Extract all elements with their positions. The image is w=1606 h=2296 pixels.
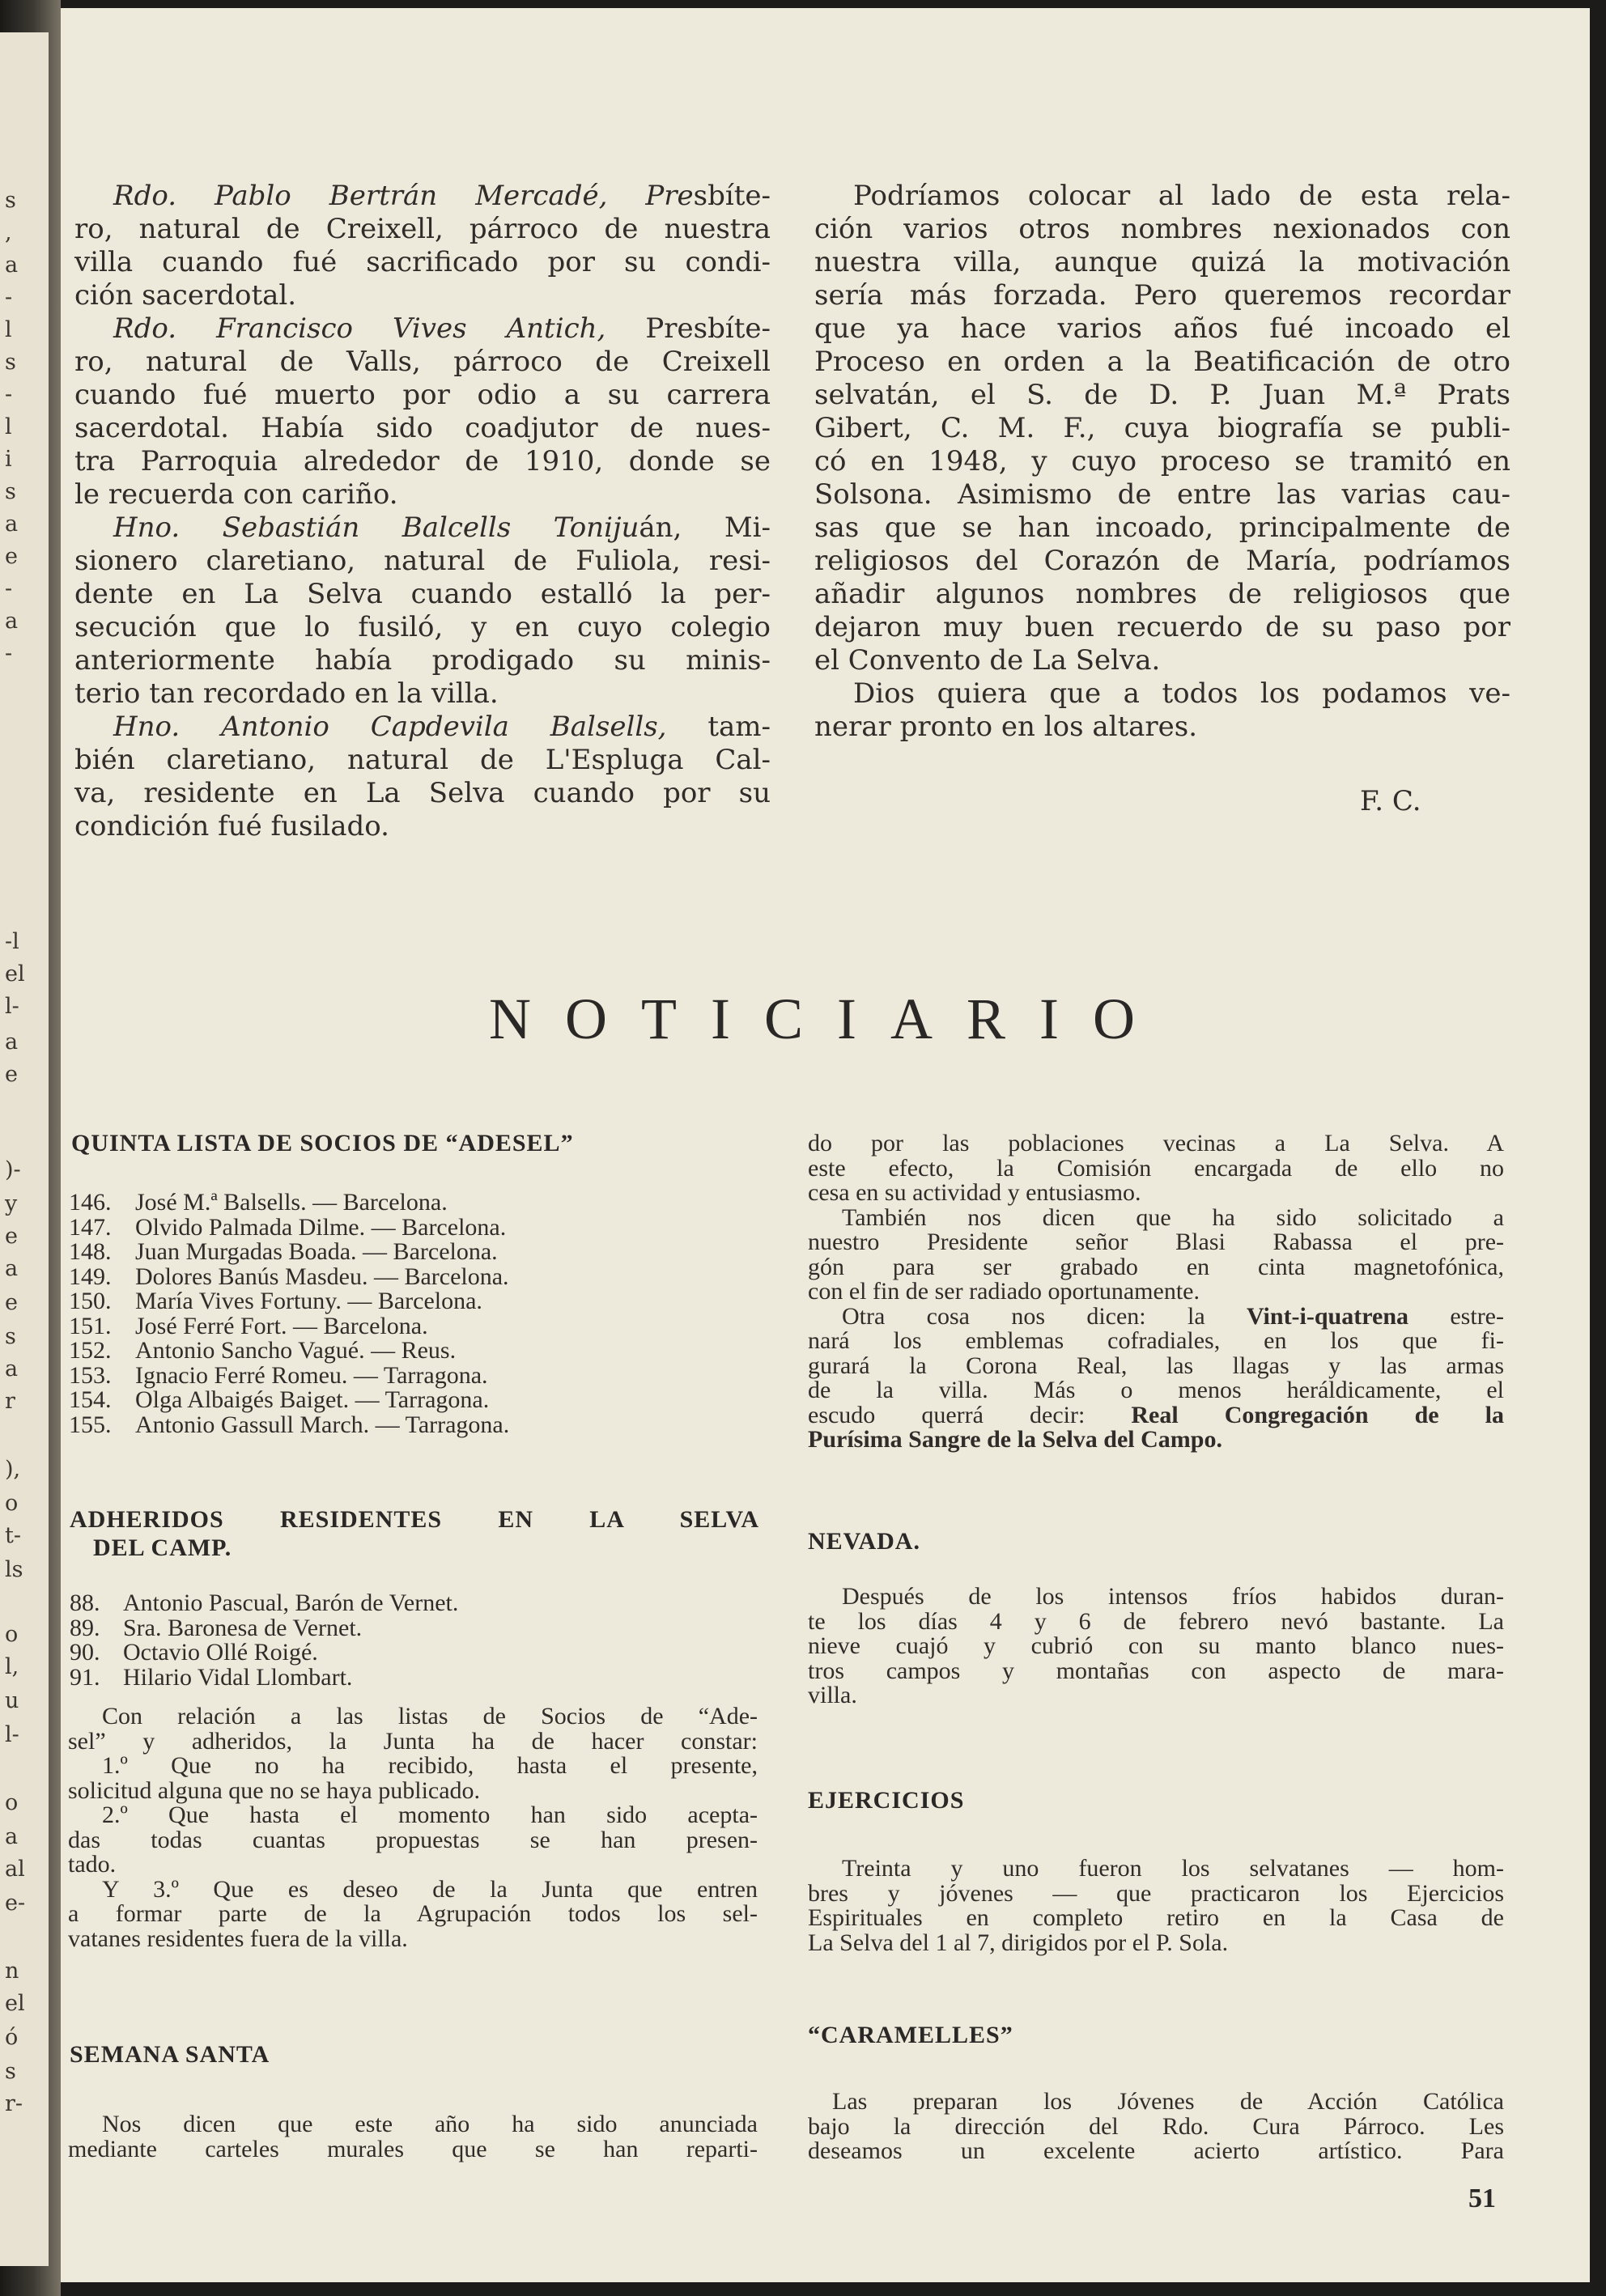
facing-page-text-fragment: a	[5, 253, 19, 278]
paragraph-line: cesa en su actividad y entusiasmo.	[808, 1179, 1141, 1206]
signature: F. C.	[1360, 785, 1421, 817]
facing-page-text-fragment: s	[5, 350, 16, 375]
paragraph-line: a formar parte de la Agrupación todos los sel-	[68, 1900, 758, 1927]
facing-page-text-fragment: l-	[5, 994, 19, 1019]
paragraph-line: dejaron muy buen recuerdo de su paso por	[814, 611, 1510, 643]
list-item	[69, 1190, 716, 1216]
right-continuation	[808, 1131, 1504, 1453]
facing-page-text-fragment: ó	[5, 2025, 19, 2050]
facing-page-text-fragment: )-	[5, 1157, 21, 1182]
facing-page-text-fragment: -	[5, 382, 13, 407]
facing-page-text-fragment: n	[5, 1959, 19, 1984]
list-item	[69, 1289, 716, 1314]
facing-page-text-fragment: -	[5, 576, 13, 601]
paragraph-line: gurará la Corona Real, las llagas y las armas	[808, 1352, 1504, 1379]
nevada-heading: NEVADA.	[808, 1528, 920, 1555]
facing-page-text-fragment: o	[5, 1790, 19, 1815]
facing-page-text-fragment: e	[5, 1290, 18, 1315]
page-number: 51	[1468, 2184, 1496, 2213]
paragraph-line: 2.º Que hasta el momento han sido acepta-	[102, 1802, 758, 1828]
list-item	[69, 1361, 716, 1389]
paragraph-line: terio tan recordado en la villa.	[74, 677, 499, 710]
paragraph-line: de la villa. Más o menos heráldicamente, el	[808, 1377, 1504, 1403]
list-item	[69, 1314, 716, 1339]
ejercicios-heading: EJERCICIOS	[808, 1787, 965, 1814]
paragraph-line: Dios quiera que a todos los podamos ve-	[853, 677, 1510, 710]
list-item-number: 148.	[69, 1238, 112, 1265]
paragraph-line: este efecto, la Comisión encargada de ello no	[808, 1154, 1504, 1182]
socios-heading: QUINTA LISTA DE SOCIOS DE “ADESEL”	[71, 1130, 574, 1156]
list-item-text: Olga Albaigés Baiget. — Tarragona.	[135, 1386, 490, 1413]
facing-page-text-fragment: s	[5, 1324, 16, 1349]
paragraph-line: dente en La Selva cuando estalló la per-	[74, 578, 771, 610]
paragraph-line: anteriormente había prodigado su minis-	[74, 644, 771, 677]
semana-santa-body	[68, 2112, 758, 2162]
paragraph-line: das todas cuantas propuestas se han presen-	[68, 1826, 758, 1853]
paragraph-line: deseamos un excelente acierto artístico. Para	[808, 2137, 1504, 2164]
facing-page-text-fragment: el	[5, 961, 25, 987]
facing-page-text-fragment: e-	[5, 1891, 26, 1916]
list-item-text: Juan Murgadas Boada. — Barcelona.	[135, 1238, 498, 1265]
facing-page-text-fragment: ,	[5, 220, 12, 245]
list-item	[69, 1413, 716, 1438]
facing-page-text-fragment: el	[5, 1991, 25, 2016]
paragraph-line: nieve cuajó y cubrió con su manto blanco nues-	[808, 1632, 1504, 1659]
list-item-number: 149.	[69, 1263, 112, 1290]
paragraph-line: Purísima Sangre de la Selva del Campo.	[808, 1426, 1222, 1453]
paragraph-line: sacerdotal. Había sido coadjutor de nues-	[74, 412, 771, 444]
list-item-number: 90.	[70, 1639, 100, 1666]
facing-page-text-fragment: e	[5, 544, 18, 569]
paragraph-line: Después de los intensos fríos habidos duran-	[842, 1583, 1504, 1610]
paragraph-line: 1.º Que no ha recibido, hasta el presente,	[102, 1752, 758, 1779]
paragraph-line: Solsona. Asimismo de entre las varias cau-	[814, 478, 1510, 511]
paragraph-line: Hno. Sebastián Balcells Tonijuán, Mi-	[113, 511, 771, 544]
paragraph-line: Rdo. Pablo Bertrán Mercadé, Presbíte-	[113, 180, 771, 212]
paragraph-line: el Convento de La Selva.	[814, 644, 1161, 677]
facing-page-text-fragment: r	[5, 1389, 15, 1414]
facing-page-text-fragment: a	[5, 511, 19, 537]
paragraph-line: condición fué fusilado.	[74, 810, 389, 842]
paragraph-line: tra Parroquia alrededor de 1910, donde se	[74, 445, 771, 477]
paragraph-line: ción varios otros nombres nexionados con	[814, 213, 1510, 245]
list-item-number: 146.	[69, 1189, 112, 1216]
paragraph-line: La Selva del 1 al 7, dirigidos por el P. Sola.	[808, 1929, 1229, 1956]
list-item	[69, 1213, 716, 1241]
adheridos-body	[68, 1704, 758, 1951]
list-item-text: Ignacio Ferré Romeu. — Tarragona.	[135, 1361, 488, 1389]
paragraph-line: Espirituales en completo retiro en la Casa de	[808, 1904, 1504, 1931]
list-item-text: Antonio Sancho Vagué. — Reus.	[135, 1337, 457, 1364]
list-item-number: 153.	[69, 1361, 112, 1389]
list-item	[70, 1663, 717, 1691]
paragraph-line: añadir algunos nombres de religiosos que	[814, 578, 1510, 610]
facing-page-text-fragment: o	[5, 1491, 19, 1516]
paragraph-line: va, residente en La Selva cuando por su	[74, 777, 771, 809]
paragraph-line: También nos dicen que ha sido solicitado a	[842, 1203, 1504, 1231]
list-item	[69, 1388, 716, 1413]
list-item	[69, 1339, 716, 1364]
paragraph-line: do por las poblaciones vecinas a La Selva. A	[808, 1130, 1504, 1156]
paragraph-line: sería más forzada. Pero queremos recordar	[814, 279, 1510, 312]
paragraph-line: selvatán, el S. de D. P. Juan M.ª Prats	[814, 379, 1510, 411]
paragraph-line: Treinta y uno fueron los selvatanes — hom-	[842, 1855, 1504, 1882]
ejercicios-body	[808, 1857, 1504, 1955]
paragraph-line: religiosos del Corazón de María, podríamos	[814, 545, 1510, 577]
adheridos-heading-2: DEL CAMP.	[93, 1534, 232, 1561]
paragraph-line: Las preparan los Jóvenes de Acción Católica	[832, 2088, 1504, 2115]
facing-page-text-fragment: i	[5, 447, 12, 472]
facing-page-text-fragment: l	[5, 317, 12, 342]
list-item-text: Hilario Vidal Llombart.	[123, 1663, 353, 1691]
list-item-text: Antonio Gassull March. — Tarragona.	[135, 1411, 510, 1438]
facing-page-text-fragment: t-	[5, 1523, 21, 1548]
paragraph-line: bajo la dirección del Rdo. Cura Párroco. Les	[808, 2112, 1504, 2140]
list-item	[70, 1591, 717, 1616]
facing-page-text-fragment: a	[5, 1256, 19, 1281]
paragraph-line: Hno. Antonio Capdevila Balsells, tam-	[113, 711, 771, 743]
paragraph-line: nuestro Presidente señor Blasi Rabassa el pre-	[808, 1229, 1504, 1255]
paragraph-line: Podríamos colocar al lado de esta rela-	[853, 180, 1510, 212]
paragraph-line: vatanes residentes fuera de la villa.	[68, 1925, 408, 1952]
facing-page-text-fragment: s	[5, 188, 16, 213]
paragraph-line: villa.	[808, 1682, 857, 1708]
paragraph-line: mediante carteles murales que se han reparti-	[68, 2135, 758, 2162]
paragraph-line: Rdo. Francisco Vives Antich, Presbíte-	[113, 312, 771, 345]
facing-page-text-fragment: u	[5, 1688, 19, 1713]
paragraph-line: ro, natural de Creixell, párroco de nuestra	[74, 213, 771, 245]
list-item-number: 147.	[69, 1213, 112, 1241]
socios-list	[69, 1190, 716, 1437]
list-item	[70, 1616, 717, 1641]
facing-page-text-fragment: a	[5, 1029, 19, 1055]
list-item-number: 150.	[69, 1288, 112, 1314]
list-item-number: 91.	[70, 1663, 100, 1691]
list-item-text: Antonio Pascual, Barón de Vernet.	[123, 1589, 459, 1616]
paragraph-line: cuando fué muerto por odio a su carrera	[74, 379, 771, 411]
facing-page-text-fragment: l,	[5, 1654, 19, 1679]
paragraph-line: solicitud alguna que no se haya publicado.	[68, 1776, 481, 1804]
facing-page-edge	[0, 32, 49, 2266]
facing-page-text-fragment: -	[5, 641, 13, 666]
page	[36, 8, 1590, 2282]
caramelles-body	[808, 2090, 1504, 2164]
caramelles-heading: “CARAMELLES”	[808, 2022, 1013, 2048]
facing-page-text-fragment: l	[5, 414, 12, 439]
paragraph-line: con el fin de ser radiado oportunamente.	[808, 1278, 1200, 1305]
paragraph-line: sas que se han incoado, principalmente de	[814, 511, 1510, 544]
list-item-text: José Ferré Fort. — Barcelona.	[135, 1312, 428, 1339]
list-item-number: 151.	[69, 1312, 112, 1339]
list-item-number: 155.	[69, 1411, 112, 1438]
paragraph-line: ción sacerdotal.	[74, 279, 297, 312]
list-item-number: 88.	[70, 1589, 100, 1616]
facing-page-text-fragment: s	[5, 479, 16, 504]
facing-page-text-fragment: a	[5, 609, 19, 634]
top-right-column	[814, 180, 1510, 744]
list-item	[69, 1265, 716, 1290]
paragraph-line: nará los emblemas cofradiales, en los que fi-	[808, 1327, 1504, 1354]
list-item-number: 152.	[69, 1337, 112, 1364]
top-left-column	[74, 180, 771, 843]
paragraph-line: le recuerda con cariño.	[74, 478, 398, 511]
facing-page-text-fragment: ),	[5, 1457, 21, 1482]
facing-page-text-fragment: o	[5, 1622, 19, 1647]
facing-page-text-fragment: e	[5, 1224, 18, 1249]
list-item	[70, 1640, 717, 1666]
list-item-number: 89.	[70, 1614, 100, 1641]
facing-page-text-fragment: al	[5, 1857, 25, 1882]
paragraph-line: nerar pronto en los altares.	[814, 711, 1198, 743]
paragraph-line: que ya hace varios años fué incoado el	[814, 312, 1510, 345]
paragraph-line: bres y jóvenes — que practicaron los Ejercicios	[808, 1879, 1504, 1907]
list-item	[69, 1240, 716, 1265]
paragraph-line: Otra cosa nos dicen: la Vint-i-quatrena estre-	[842, 1302, 1504, 1330]
paragraph-line: tado.	[68, 1851, 117, 1878]
adheridos-list	[70, 1591, 717, 1690]
facing-page-text-fragment: y	[5, 1191, 18, 1216]
nevada-body	[808, 1585, 1504, 1708]
facing-page-text-fragment: l-	[5, 1722, 19, 1747]
paragraph-line: te los días 4 y 6 de febrero nevó bastante. La	[808, 1607, 1504, 1635]
facing-page-text-fragment: a	[5, 1356, 19, 1381]
paragraph-line: bién claretiano, natural de L'Espluga Cal-	[74, 744, 771, 776]
paragraph-line: gón para ser grabado en cinta magnetofónica,	[808, 1253, 1504, 1280]
list-item-text: Dolores Banús Masdeu. — Barcelona.	[135, 1263, 509, 1290]
paragraph-line: có en 1948, y cuyo proceso se tramitó en	[814, 445, 1510, 477]
paragraph-line: Nos dicen que este año ha sido anunciada	[102, 2111, 758, 2137]
adheridos-heading-1: ADHERIDOS RESIDENTES EN LA SELVA	[70, 1506, 759, 1533]
list-item-text: José M.ª Balsells. — Barcelona.	[135, 1189, 448, 1216]
paragraph-line: ro, natural de Valls, párroco de Creixell	[74, 346, 771, 378]
paragraph-line: escudo querrá decir: Real Congregación de la	[808, 1401, 1504, 1428]
list-item-number: 154.	[69, 1386, 112, 1413]
paragraph-line: Con relación a las listas de Socios de “Ade-	[102, 1703, 758, 1729]
paragraph-line: secución que lo fusiló, y en cuyo colegio	[74, 611, 771, 643]
facing-page-text-fragment: e	[5, 1062, 18, 1087]
paragraph-line: sionero claretiano, natural de Fuliola, resi-	[74, 545, 771, 577]
paragraph-line: Y 3.º Que es deseo de la Junta que entren	[102, 1875, 758, 1903]
semana-santa-heading: SEMANA SANTA	[70, 2041, 270, 2068]
facing-page-text-fragment: s	[5, 2059, 16, 2084]
facing-page-text-fragment: ls	[5, 1557, 23, 1582]
list-item-text: Sra. Baronesa de Vernet.	[123, 1614, 363, 1641]
binding-spine	[0, 0, 61, 2296]
list-item-text: María Vives Fortuny. — Barcelona.	[135, 1288, 482, 1314]
list-item-text: Octavio Ollé Roigé.	[123, 1639, 318, 1666]
paragraph-line: sel” y adheridos, la Junta ha de hacer constar:	[68, 1727, 758, 1755]
paragraph-line: Gibert, C. M. F., cuya biografía se publi-	[814, 412, 1510, 444]
facing-page-text-fragment: -	[5, 285, 13, 310]
list-item-text: Olvido Palmada Dilme. — Barcelona.	[135, 1213, 507, 1241]
paragraph-line: tros campos y montañas con aspecto de mara-	[808, 1657, 1504, 1684]
facing-page-text-fragment: -l	[5, 929, 19, 954]
section-title: NOTICIARIO	[489, 987, 1169, 1051]
facing-page-text-fragment: a	[5, 1824, 19, 1849]
paragraph-line: villa cuando fué sacrificado por su condi-	[74, 246, 771, 278]
facing-page-text-fragment: r-	[5, 2091, 23, 2116]
paragraph-line: nuestra villa, aunque quizá la motivación	[814, 246, 1510, 278]
paragraph-line: Proceso en orden a la Beatificación de otro	[814, 346, 1510, 378]
